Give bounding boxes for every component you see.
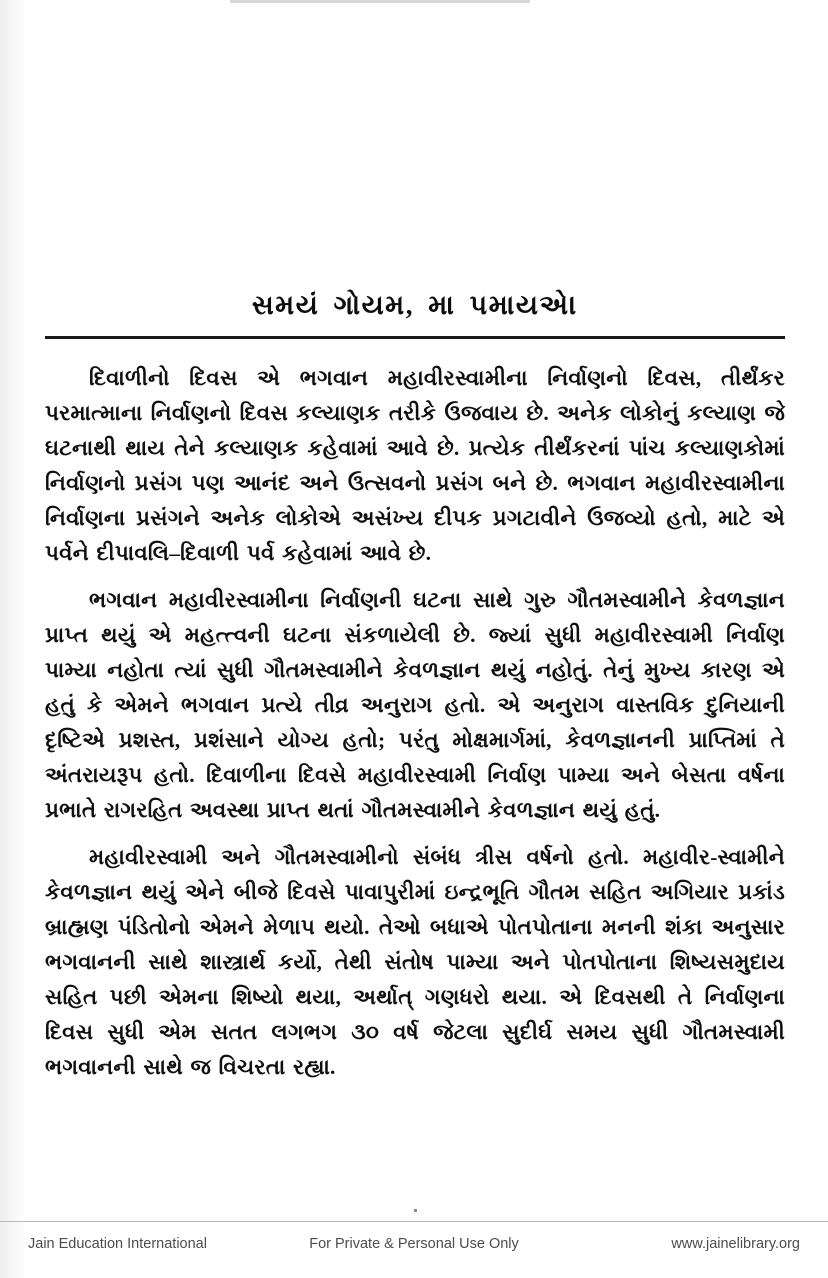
body-text bbox=[45, 361, 785, 1085]
page-footer bbox=[0, 1221, 828, 1278]
footer-usage-notice: For Private & Personal Use Only bbox=[309, 1236, 519, 1252]
paragraph: ભગવાન મહાવીરસ્વામીના નિર્વાણની ઘટના સાથે ગુરુ ગૌતમસ્વામીને કેવળજ્ઞાન પ્રાપ્ત થયું એ મહત્ત્વની ઘટના સંકળાયેલી છે. જ્યાં સુધી મહાવીરસ્વામી નિર્વાણ પામ્યા નહોતા ત્યાં સુધી ગૌતમસ્વામીને કેવળજ્ઞાન થયું નહોતું. તેનું મુખ્ય કારણ એ હતું કે એમને ભગવાન પ્રત્યે તીવ્ર અનુરાગ હતો. એ અનુરાગ વાસ્તવિક દુનિયાની દૃષ્ટિએ પ્રશસ્ત, પ્રશંસાને યોગ્ય હતો; પરંતુ મોક્ષમાર્ગમાં, કેવળજ્ઞાનની પ્રાપ્તિમાં તે અંતરાયરૂપ હતો. દિવાળીના દિવસે મહાવીરસ્વામી નિર્વાણ પામ્યા અને બેસતા વર્ષના પ્રભાતે રાગરહિત અવસ્થા પ્રાપ્ત થતાં ગૌતમસ્વામીને કેવળજ્ઞાન થયું હતું. bbox=[45, 588, 785, 822]
page-number-marker bbox=[414, 1209, 417, 1212]
page-content bbox=[45, 290, 785, 1085]
footer-website-link[interactable]: www.jainelibrary.org bbox=[671, 1236, 800, 1252]
page-title: સમયં ગોયમ, મા પમાયએ। bbox=[251, 290, 579, 320]
footer-organization: Jain Education International bbox=[28, 1236, 207, 1252]
scan-edge-top bbox=[230, 0, 530, 3]
paragraph: દિવાળીનો દિવસ એ ભગવાન મહાવીરસ્વામીના નિર્વાણનો દિવસ, તીર્થંકર પરમાત્માના નિર્વાણનો દિવસ કલ્યાણક તરીકે ઉજવાય છે. અનેક લોકોનું કલ્યાણ જે ઘટનાથી થાય તેને કલ્યાણક કહેવામાં આવે છે. પ્રત્યેક તીર્થંકરનાં પાંચ કલ્યાણકોમાં નિર્વાણનો પ્રસંગ પણ આનંદ અને ઉત્સવનો પ્રસંગ બને છે. ભગવાન મહાવીરસ્વામીના નિર્વાણના પ્રસંગને અનેક લોકોએ અસંખ્ય દીપક પ્રગટાવીને ઉજવ્યો હતો, માટે એ પર્વને દીપાવલિ–દિવાળી પર્વ કહેવામાં આવે છે. bbox=[45, 366, 785, 565]
title-divider bbox=[45, 336, 785, 339]
scan-edge-left bbox=[0, 0, 26, 1278]
paragraph: મહાવીરસ્વામી અને ગૌતમસ્વામીનો સંબંધ ત્રીસ વર્ષનો હતો. મહાવીર-સ્વામીને કેવળજ્ઞાન થયું એને બીજે દિવસે પાવાપુરીમાં ઇન્દ્રભૂતિ ગૌતમ સહિત અગિયાર પ્રકાંડ બ્રાહ્મણ પંડિતોનો એમને મેળાપ થયો. તેઓ બધાએ પોતપોતાના મનની શંકા અનુસાર ભગવાનની સાથે શાસ્ત્રાર્થ કર્યો, તેથી સંતોષ પામ્યા અને પોતપોતાના શિષ્યસમુદાય સહિત પછી એમના શિષ્યો થયા, અર્થાત્ ગણધરો થયા. એ દિવસથી તે નિર્વાણના દિવસ સુધી એમ સતત લગભગ ૩૦ વર્ષ જેટલા સુદીર્ઘ સમય સુધી ગૌતમસ્વામી ભગવાનની સાથે જ વિચરતા રહ્યા. bbox=[45, 845, 785, 1079]
